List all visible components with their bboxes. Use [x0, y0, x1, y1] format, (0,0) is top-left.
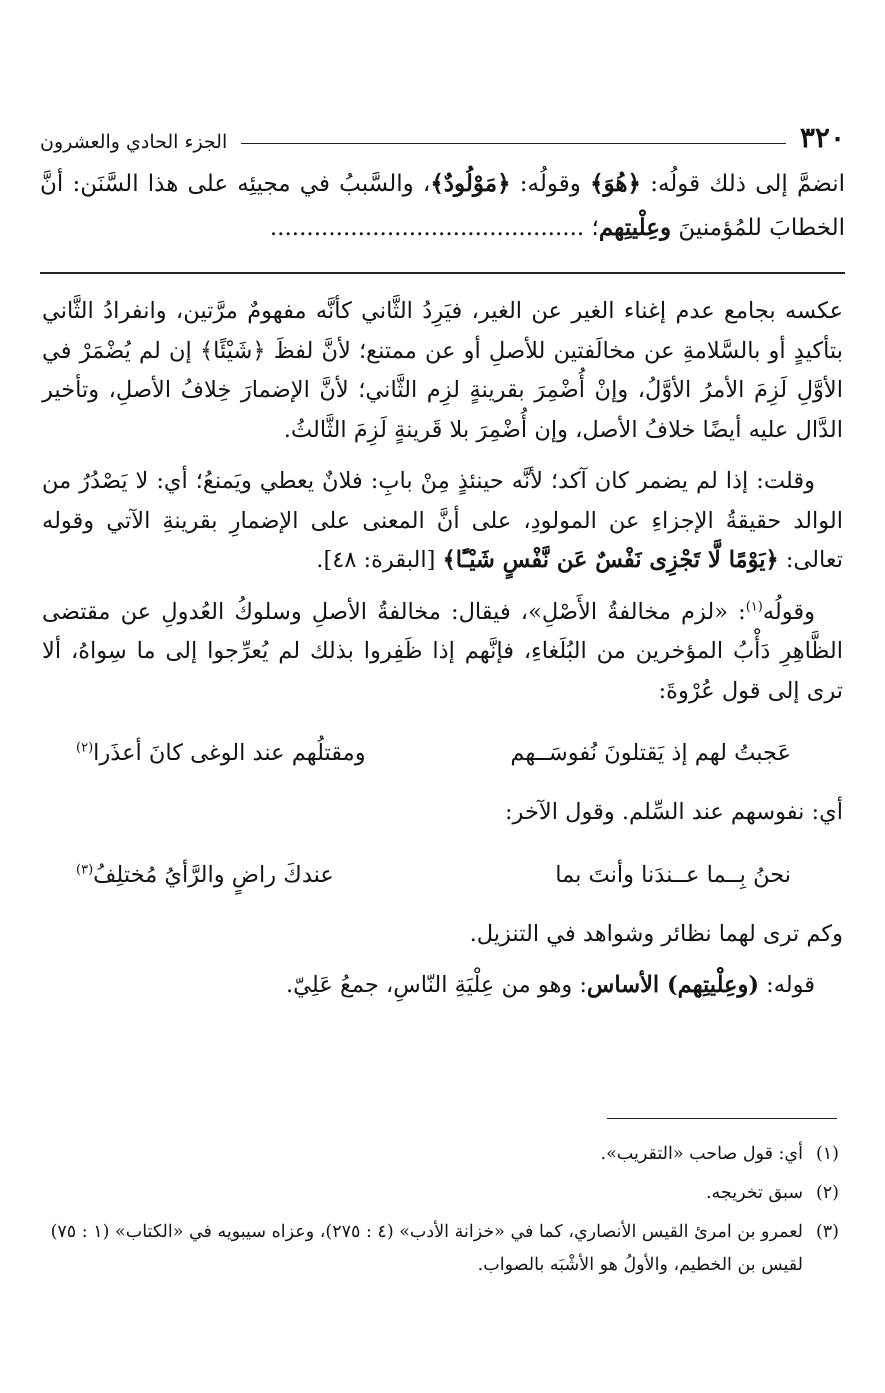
- text-segment: قوله:: [758, 972, 815, 998]
- quran-quote: ﴿يَوْمًا لَّا تَجْزِى نَفْسٌ عَن نَّفْسٍ شَيْـًٔا﴾: [442, 547, 779, 573]
- verse-second-hemistich: [76, 733, 366, 773]
- quran-quote: ﴿مَوْلُودٌ﴾: [430, 170, 511, 197]
- footnote-divider: [607, 1118, 837, 1119]
- verse-text: عندكَ راضٍ والرَّأيُ مُختلِفُ: [93, 861, 334, 888]
- text-segment: : «لزم مخالفةُ الأَصْلِ»، فيقال: مخالفةُ الأصلِ وسلوكُ العُدولِ عن مقتضى الظَّاهِرِ دَأْبُ المؤخرين من البُلَغاءِ، فإنَّهم إذا ظَفِروا بذلك لم يُعرِّجوا إلى ما سِواهُ، ألا ترى إلى قول عُرْوةَ:: [42, 598, 843, 704]
- base-text-segment: وقولُه:: [510, 171, 591, 197]
- footnote-text: أي: قول صاحب «التقريب».: [600, 1144, 803, 1164]
- footnotes: [46, 1138, 839, 1288]
- base-text-segment: ، والسَّببُ في مجيئِه على هذا السَّنَن: أنَّ الخطابَ للمُؤمنينَ: [40, 171, 845, 241]
- footnote: [46, 1138, 839, 1171]
- footnote-ref: (٢): [76, 740, 94, 756]
- page-number: ٣٢٠: [799, 121, 845, 154]
- text-segment: : وهو من عِلْيَةِ النّاسِ، جمعُ عَلِيّ.: [286, 972, 587, 998]
- footnote-text: سبق تخريجه.: [705, 1183, 803, 1203]
- paragraph: أي: نفوسهم عند السِّلم. وقول الآخر:: [504, 799, 843, 825]
- footnote-number: (٣): [815, 1222, 839, 1242]
- running-title: الجزء الحادي والعشرون: [40, 131, 228, 153]
- paragraph: وكم ترى لهما نظائر وشواهد في التنزيل.: [469, 920, 843, 947]
- footnote-ref: (٣): [76, 862, 94, 877]
- keyword: وعِلْيتِهم: [598, 214, 672, 241]
- paragraph: [42, 462, 843, 581]
- footnote-number: (٢): [815, 1183, 839, 1203]
- verse-second-hemistich: [76, 855, 334, 895]
- paragraph: [42, 593, 843, 712]
- quran-quote: ﴿هُوَ﴾: [590, 170, 642, 197]
- footnote: [46, 1177, 839, 1210]
- base-text: [40, 162, 845, 250]
- running-header: [40, 112, 845, 152]
- verse-first-hemistich: عَجبتُ لهم إذ يَقتلونَ نُفوسَــهم: [510, 740, 791, 766]
- header-rule: [241, 143, 786, 144]
- commentary: [42, 292, 843, 1018]
- footnote-text: لعمرو بن امرئ القيس الأنصاري، كما في «خزانة الأدب» (٤ : ٢٧٥)، وعزاه سيبويه في «الكتاب» (١ : ٧٥) لقيس بن الخطيم، والأولُ هو الأشْبَه بالصواب.: [50, 1222, 803, 1275]
- paragraph: [42, 966, 843, 1006]
- footnote: [46, 1216, 839, 1282]
- text-segment: وقلت: إذا لم يضمر كان آكد؛ لأنَّه حينئذٍ مِنْ بابِ: فلانٌ يعطي ويَمنعُ؛ أي: لا يَصْدُرُ من الوالد حقيقةُ الإجزاءِ عن المولودِ، على أنَّ المعنى على الإضمارِ بقرينةِ الآتي وقوله تعالى:: [42, 468, 843, 573]
- citation: [البقرة: ٤٨].: [316, 547, 443, 573]
- footnote-number: (١): [815, 1144, 839, 1164]
- text-segment: وقولُه: [762, 598, 815, 625]
- verse-first-hemistich: نحنُ بِــما عــندَنا وأنتَ بما: [555, 861, 791, 888]
- keyword: (وعِلْيتِهم) الأساس: [586, 972, 759, 998]
- base-text-divider: [40, 272, 845, 274]
- poetry-verse: [76, 855, 791, 895]
- verse-text: ومقتلُهم عند الوغى كانَ أعذَرا: [93, 740, 366, 766]
- base-text-segment: انضمَّ إلى ذلك قولُه:: [641, 171, 845, 197]
- paragraph: عكسه بجامع عدم إغناء الغير عن الغير، فيَرِدُ الثَّاني كأنَّه مفهومٌ مرَّتين، وانفرادُ الثَّاني بتأكيدٍ أو بالسَّلامةِ عن مخالَفتين للأصلِ أو عن ممتنع؛ لأنَّ لفظَ ﴿شَيْئًا﴾ إن لم يُضْمَرْ في الأوَّلِ لَزِمَ الأمرُ الأوَّلُ، وإنْ أُضْمِرَ بقرينةٍ لزِم الثَّاني؛ لأنَّ الإضمارَ خِلافُ الأصلِ، وتأخير الدَّال عليه أيضًا خلافُ الأصل، وإن أُضْمِرَ بلا قَرينةٍ لَزِمَ الثَّالثُ.: [42, 298, 843, 443]
- ellipsis-dots: ؛ ...........................................: [269, 215, 599, 241]
- footnote-ref: (١): [745, 599, 763, 614]
- poetry-verse: [76, 733, 791, 773]
